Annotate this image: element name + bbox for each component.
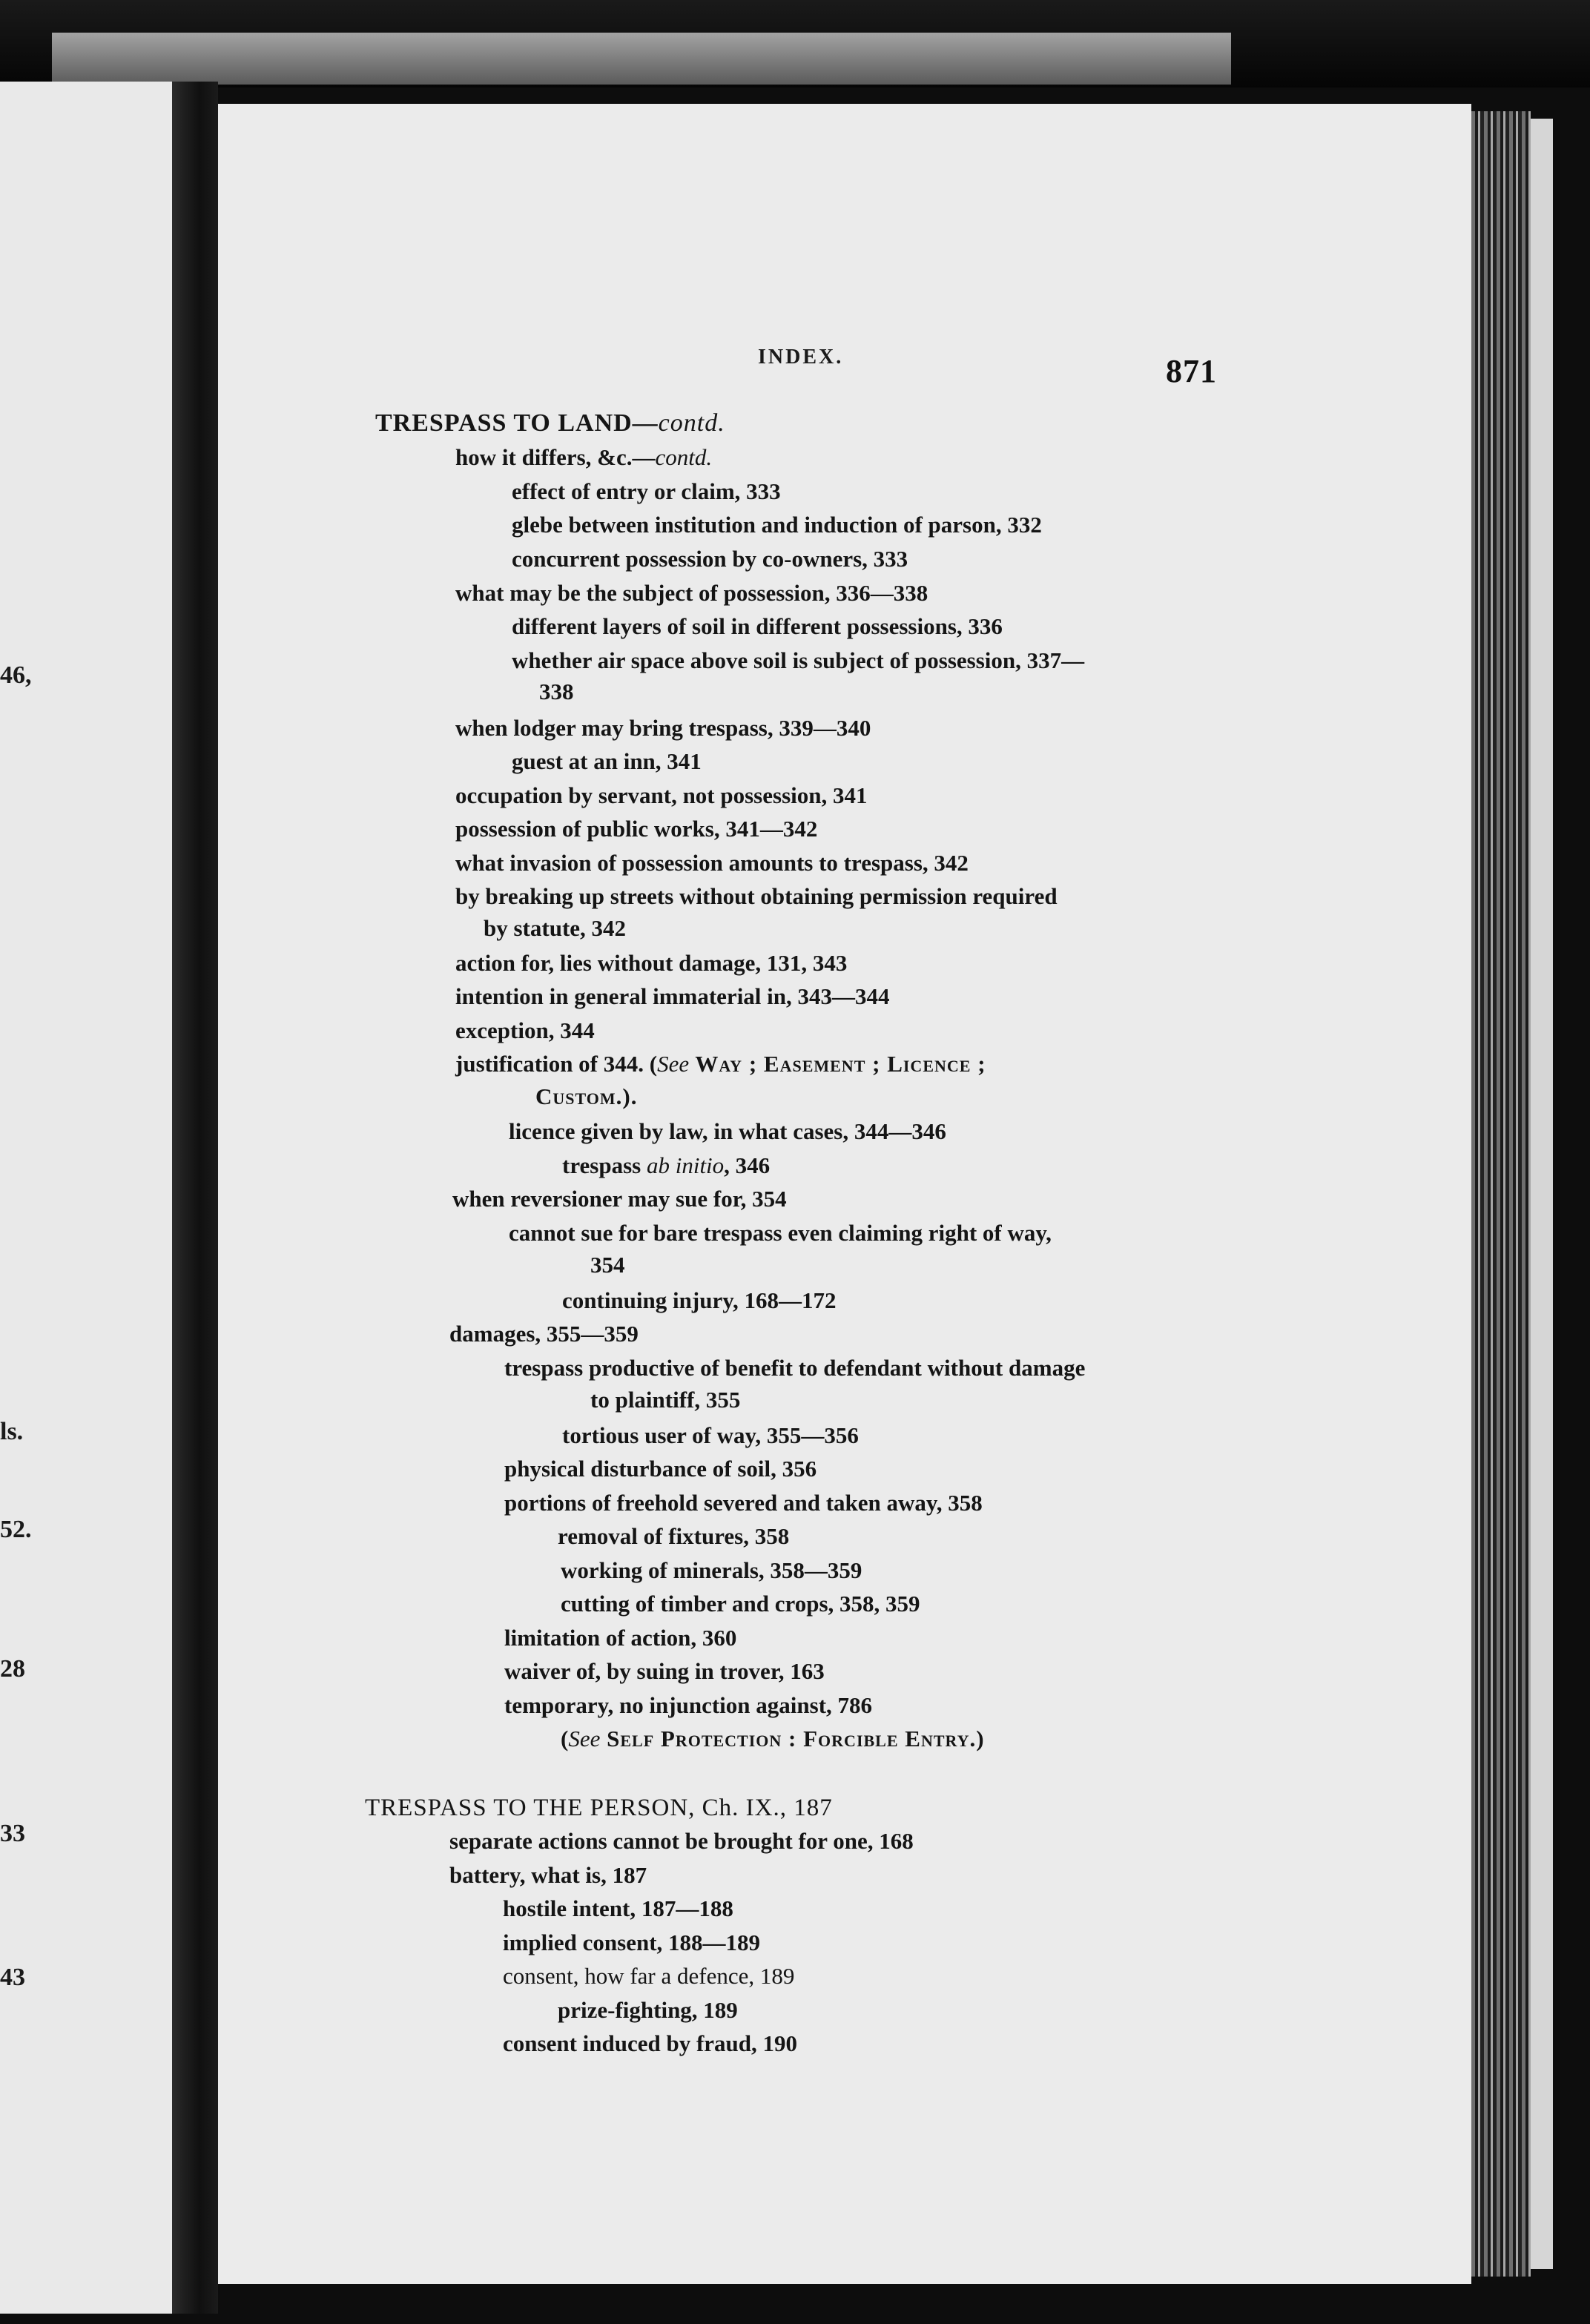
index-entry: continuing injury, 168—172 <box>562 1287 837 1313</box>
index-entry-continuation: 354 <box>590 1252 625 1278</box>
index-entry: justification of 344. (See Way ; Easement ; Licence ; <box>455 1051 986 1077</box>
book-gutter <box>172 82 218 2314</box>
index-entry: limitation of action, 360 <box>504 1625 737 1651</box>
left-page-fragment: 28 <box>0 1655 25 1683</box>
index-entry: removal of fixtures, 358 <box>558 1523 790 1549</box>
index-entry: prize-fighting, 189 <box>558 1997 738 2023</box>
index-entry: concurrent possession by co-owners, 333 <box>512 546 908 572</box>
index-entry: trespass productive of benefit to defendant without damage <box>504 1355 1086 1381</box>
left-page-fragment: 33 <box>0 1820 25 1847</box>
left-page <box>0 82 172 2314</box>
index-entry: exception, 344 <box>455 1017 595 1043</box>
index-entry: what may be the subject of possession, 336—338 <box>455 580 928 606</box>
page-number: 871 <box>1166 353 1217 389</box>
index-entry: separate actions cannot be brought for one, 168 <box>449 1828 914 1854</box>
index-entry: whether air space above soil is subject of possession, 337— <box>512 647 1085 673</box>
index-subheading: how it differs, &c.—contd. <box>455 444 713 470</box>
index-entry: portions of freehold severed and taken away, 358 <box>504 1490 983 1516</box>
index-entry: when reversioner may sue for, 354 <box>452 1186 787 1212</box>
index-entry: consent induced by fraud, 190 <box>503 2030 798 2056</box>
index-entry: implied consent, 188—189 <box>503 1929 761 1955</box>
index-entry: cutting of timber and crops, 358, 359 <box>561 1591 920 1617</box>
index-entry: action for, lies without damage, 131, 343 <box>455 950 848 976</box>
index-entry: occupation by servant, not possession, 341 <box>455 782 868 808</box>
index-entry: intention in general immaterial in, 343—344 <box>455 983 890 1009</box>
index-entry: waiver of, by suing in trover, 163 <box>504 1658 825 1684</box>
index-entry: by breaking up streets without obtaining permission required <box>455 883 1058 909</box>
page-edges <box>1471 111 1531 2277</box>
index-entry: effect of entry or claim, 333 <box>512 478 781 504</box>
index-entry: working of minerals, 358—359 <box>561 1557 862 1583</box>
index-entry: trespass ab initio, 346 <box>562 1152 771 1178</box>
cross-reference: (See Self Protection : Forcible Entry.) <box>561 1726 985 1752</box>
page-edge-light <box>1531 119 1553 2269</box>
index-heading: TRESPASS TO LAND—contd. <box>375 409 725 437</box>
index-entry-continuation: by statute, 342 <box>484 915 627 941</box>
index-entry: cannot sue for bare trespass even claiming right of way, <box>509 1220 1052 1246</box>
index-entry: temporary, no injunction against, 786 <box>504 1692 873 1718</box>
index-entry-continuation: 338 <box>539 679 574 704</box>
scan-top-strip <box>52 33 1231 85</box>
left-page-fragment: 52. <box>0 1516 32 1543</box>
index-entry: physical disturbance of soil, 356 <box>504 1456 817 1482</box>
index-entry: damages, 355—359 <box>449 1321 639 1347</box>
index-entry: possession of public works, 341—342 <box>455 816 818 842</box>
running-header: INDEX. <box>758 346 844 369</box>
index-entry: tortious user of way, 355—356 <box>562 1422 859 1448</box>
index-entry: glebe between institution and induction of parson, 332 <box>512 512 1042 538</box>
index-heading: TRESPASS TO THE PERSON, Ch. IX., 187 <box>365 1795 833 1821</box>
index-entry-continuation: to plaintiff, 355 <box>590 1387 741 1413</box>
left-page-fragment: ls. <box>0 1418 24 1445</box>
index-entry: when lodger may bring trespass, 339—340 <box>455 715 871 741</box>
index-entry: different layers of soil in different possessions, 336 <box>512 613 1003 639</box>
index-entry: what invasion of possession amounts to trespass, 342 <box>455 850 969 876</box>
index-entry: guest at an inn, 341 <box>512 748 702 774</box>
index-entry: battery, what is, 187 <box>449 1862 647 1888</box>
index-entry: consent, how far a defence, 189 <box>503 1963 795 1989</box>
left-page-fragment: 43 <box>0 1964 25 1991</box>
left-page-fragment: 46, <box>0 661 32 689</box>
index-entry: licence given by law, in what cases, 344—346 <box>509 1118 946 1144</box>
index-entry: hostile intent, 187—188 <box>503 1895 733 1921</box>
index-entry-continuation: Custom.). <box>535 1083 638 1109</box>
